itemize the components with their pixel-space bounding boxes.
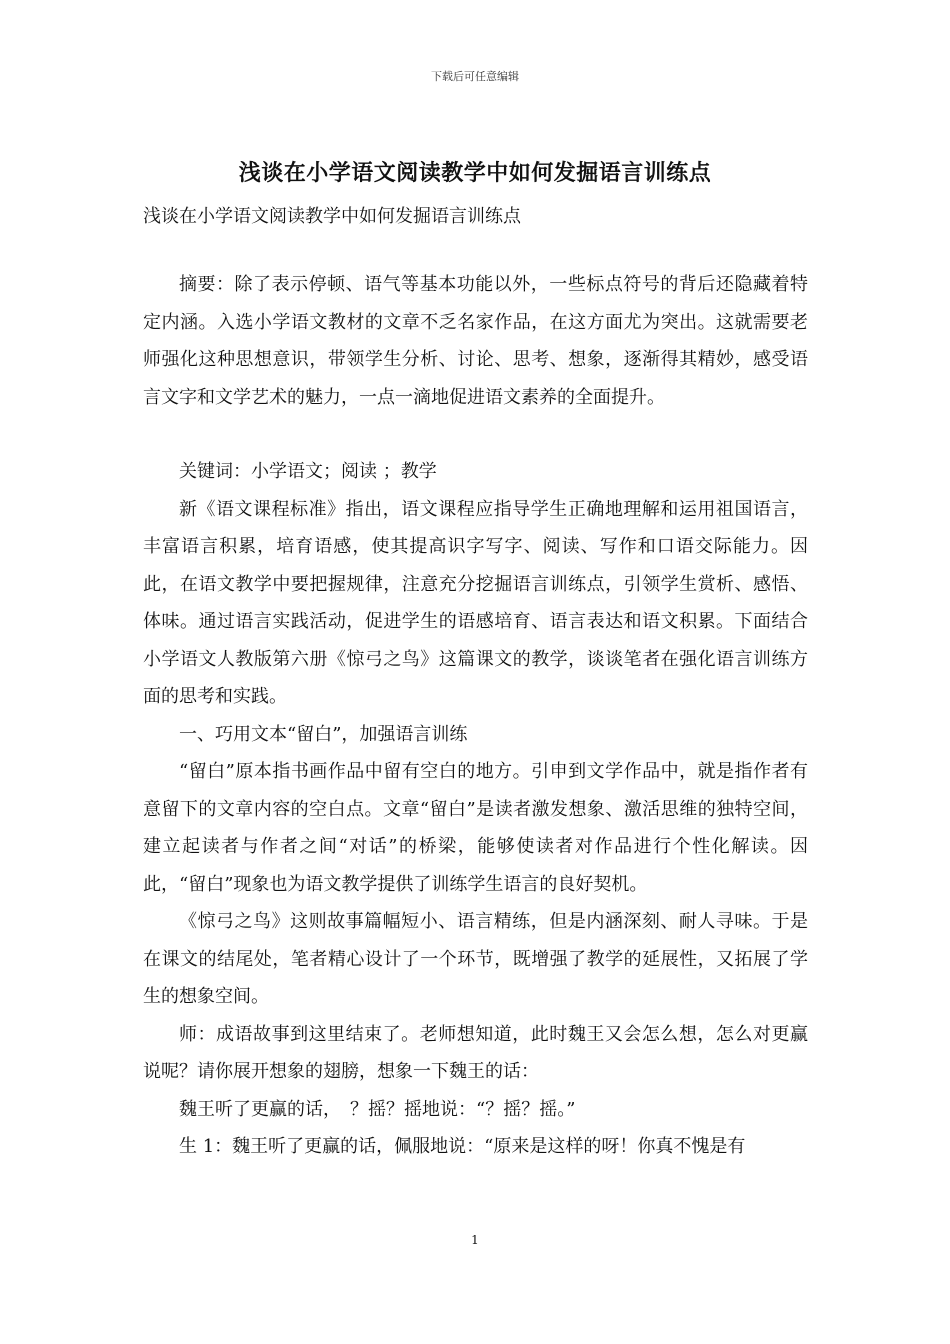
abstract-paragraph: 摘要：除了表示停顿、语气等基本功能以外，一些标点符号的背后还隐藏着特定内涵。入选小学语文教材的文章不乏名家作品，在这方面尤为突出。这就需要老师强化这种思想意识，带领学生分析、讨论、思考、想象，逐渐得其精妙，感受语言文字和文学艺术的魅力，一点一滴地促进语文素养的全面提升。 xyxy=(143,274,808,408)
section-heading: 一、巧用文本“留白”，加强语言训练 xyxy=(179,723,468,745)
document-title: 浅谈在小学语文阅读教学中如何发掘语言训练点 xyxy=(238,160,712,186)
document-subtitle: 浅谈在小学语文阅读教学中如何发掘语言训练点 xyxy=(143,206,521,227)
body-paragraph: 新《语文课程标准》指出，语文课程应指导学生正确地理解和运用祖国语言，丰富语言积累，培育语感，使其提高识字写字、阅读、写作和口语交际能力。因此，在语文教学中要把握规律，注意充分挖掘语言训练点，引领学生赏析、感悟、体味。通过语言实践活动，促进学生的语感培育、语言表达和语文积累。下面结合小学语文人教版第六册《惊弓之鸟》这篇课文的教学，谈谈笔者在强化语言训练方面的思考和实践。 xyxy=(143,498,808,707)
body-paragraph: 生 1：魏王听了更赢的话，佩服地说：“原来是这样的呀！你真不愧是有 xyxy=(179,1136,746,1157)
keywords-paragraph: 关键词：小学语文；阅读 ；教学 xyxy=(179,461,437,482)
document-body xyxy=(143,266,808,1166)
body-paragraph: 《惊弓之鸟》这则故事篇幅短小、语言精练，但是内涵深刻、耐人寻味。于是在课文的结尾处，笔者精心设计了一个环节，既增强了教学的延展性，又拓展了学生的想象空间。 xyxy=(143,911,808,1007)
body-paragraph: “留白”原本指书画作品中留有空白的地方。引申到文学作品中，就是指作者有意留下的文章内容的空白点。文章“留白”是读者激发想象、激活思维的独特空间，建立起读者与作者之间“对话”的桥梁，能够使读者对作品进行个性化解读。因此，“留白”现象也为语文教学提供了训练学生语言的良好契机。 xyxy=(143,761,808,895)
body-paragraph: 魏王听了更赢的话， ？摇？摇地说：“？摇？摇。” xyxy=(179,1098,576,1120)
body-paragraph: 师：成语故事到这里结束了。老师想知道，此时魏王又会怎么想，怎么对更赢说呢？请你展开想象的翅膀，想象一下魏王的话： xyxy=(143,1023,808,1082)
header-note: 下载后可任意编辑 xyxy=(431,70,519,83)
page-number: 1 xyxy=(471,1233,479,1247)
